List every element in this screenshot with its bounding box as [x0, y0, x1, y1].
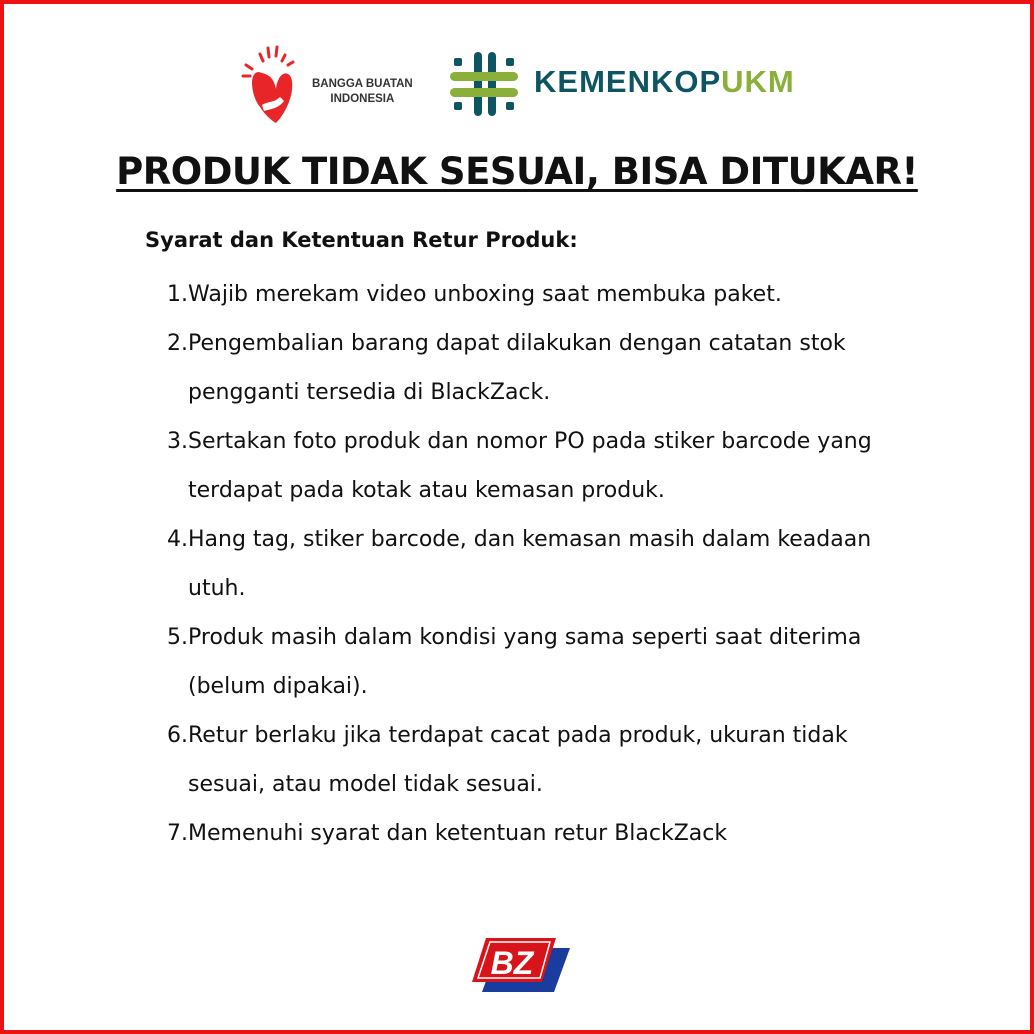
item-text: Hang tag, stiker barcode, dan kemasan masih dalam keadaan utuh.: [188, 527, 872, 601]
item-number: 4.: [167, 527, 188, 552]
item-number: 5.: [167, 625, 188, 650]
item-text: Wajib merekam video unboxing saat membuka paket.: [188, 282, 782, 307]
bangga-text-2: INDONESIA: [330, 93, 395, 105]
list-item: [150, 809, 890, 858]
svg-text:BZ: BZ: [490, 945, 534, 981]
item-text: Retur berlaku jika terdapat cacat pada produk, ukuran tidak sesuai, atau model tidak sesuai.: [188, 723, 848, 797]
kemenkopukm-logo: [448, 50, 795, 120]
item-number: 3.: [167, 429, 188, 454]
item-number: 2.: [167, 331, 188, 356]
item-number: 1.: [167, 282, 188, 307]
list-item: [150, 417, 890, 515]
item-text: Sertakan foto produk dan nomor PO pada stiker barcode yang terdapat pada kotak atau kemasan produk.: [188, 429, 872, 503]
terms-heading: Syarat dan Ketentuan Retur Produk:: [145, 228, 578, 252]
heart-icon: [240, 45, 312, 125]
page-title: PRODUK TIDAK SESUAI, BISA DITUKAR!: [116, 150, 918, 193]
terms-list: [150, 270, 890, 858]
item-number: 7.: [167, 821, 188, 846]
list-item: [150, 319, 890, 417]
item-text: Memenuhi syarat dan ketentuan retur BlackZack: [188, 821, 728, 846]
item-text: Pengembalian barang dapat dilakukan dengan catatan stok pengganti tersedia di BlackZack.: [188, 331, 846, 405]
ukm-text: UKM: [721, 64, 795, 99]
blackzack-logo: [470, 936, 570, 992]
item-number: 6.: [167, 723, 188, 748]
bangga-buatan-indonesia-logo: [240, 45, 440, 125]
list-item: [150, 711, 890, 809]
kemenkop-text: KEMENKOP: [534, 64, 722, 99]
list-item: [150, 613, 890, 711]
bangga-text-1: BANGGA BUATAN: [312, 78, 413, 90]
list-item: [150, 515, 890, 613]
list-item: [150, 270, 890, 319]
hashtag-icon: [448, 50, 524, 120]
item-text: Produk masih dalam kondisi yang sama seperti saat diterima (belum dipakai).: [188, 625, 862, 699]
